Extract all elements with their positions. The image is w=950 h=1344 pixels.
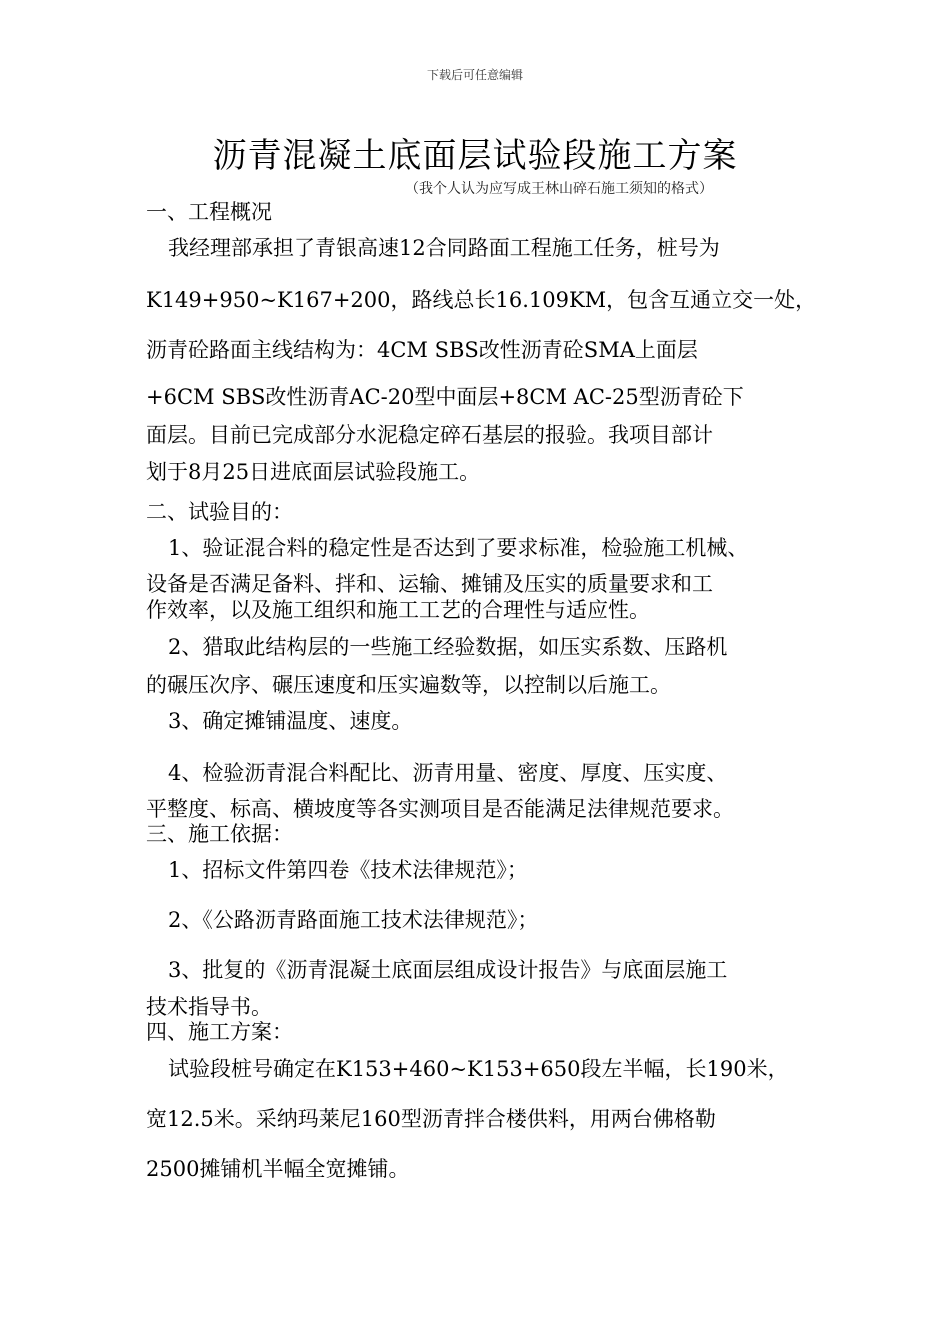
document-title: 沥青混凝土底面层试验段施工方案	[212, 136, 738, 176]
paragraph-line: 3、确定摊铺温度、速度。	[168, 709, 413, 733]
header-note: 下载后可任意编辑	[426, 68, 523, 82]
paragraph-line: 试验段桩号确定在K153+460~K153+650段左半幅，长190米，	[168, 1057, 789, 1081]
paragraph-line: 1、招标文件第四卷《技术法律规范》；	[168, 858, 528, 882]
section-heading-basis: 三、施工依据：	[146, 822, 293, 846]
paragraph-line: 的碾压次序、碾压速度和压实遍数等，以控制以后施工。	[146, 673, 671, 697]
paragraph-line: 2500摊铺机半幅全宽摊铺。	[146, 1157, 410, 1181]
paragraph-line: 宽12.5米。采纳玛莱尼160型沥青拌合楼供料，用两台佛格勒	[146, 1107, 716, 1131]
paragraph-line: 我经理部承担了青银高速12合同路面工程施工任务，桩号为	[168, 236, 720, 260]
document-subtitle: （我个人认为应写成王林山碎石施工须知的格式）	[405, 181, 713, 197]
paragraph-line: 4、检验沥青混合料配比、沥青用量、密度、厚度、压实度、	[168, 761, 728, 785]
paragraph-line: 3、批复的《沥青混凝土底面层组成设计报告》与底面层施工	[168, 958, 728, 982]
paragraph-line: 平整度、标高、横坡度等各实测项目是否能满足法律规范要求。	[146, 797, 734, 821]
paragraph-line: 2、《公路沥青路面施工技术法律规范》；	[168, 908, 539, 932]
paragraph-line: 设备是否满足备料、拌和、运输、摊铺及压实的质量要求和工	[146, 572, 713, 596]
paragraph-line: K149+950~K167+200，路线总长16.109KM，包含互通立交一处，	[146, 288, 817, 312]
paragraph-line: 沥青砼路面主线结构为：4CM SBS改性沥青砼SMA上面层	[146, 338, 698, 362]
section-heading-plan: 四、施工方案：	[146, 1020, 293, 1044]
paragraph-line: 2、猎取此结构层的一些施工经验数据，如压实系数、压路机	[168, 635, 728, 659]
paragraph-line: 面层。目前已完成部分水泥稳定碎石基层的报验。我项目部计	[146, 423, 713, 447]
section-heading-purpose: 二、试验目的：	[146, 500, 293, 524]
paragraph-line: 1、验证混合料的稳定性是否达到了要求标准，检验施工机械、	[168, 536, 749, 560]
paragraph-line: 作效率，以及施工组织和施工工艺的合理性与适应性。	[146, 598, 650, 622]
paragraph-line: 划于8月25日进底面层试验段施工。	[146, 460, 481, 484]
paragraph-line: +6CM SBS改性沥青AC-20型中面层+8CM AC-25型沥青砼下	[146, 385, 744, 409]
section-heading-overview: 一、工程概况	[146, 200, 272, 224]
paragraph-line: 技术指导书。	[146, 995, 272, 1019]
